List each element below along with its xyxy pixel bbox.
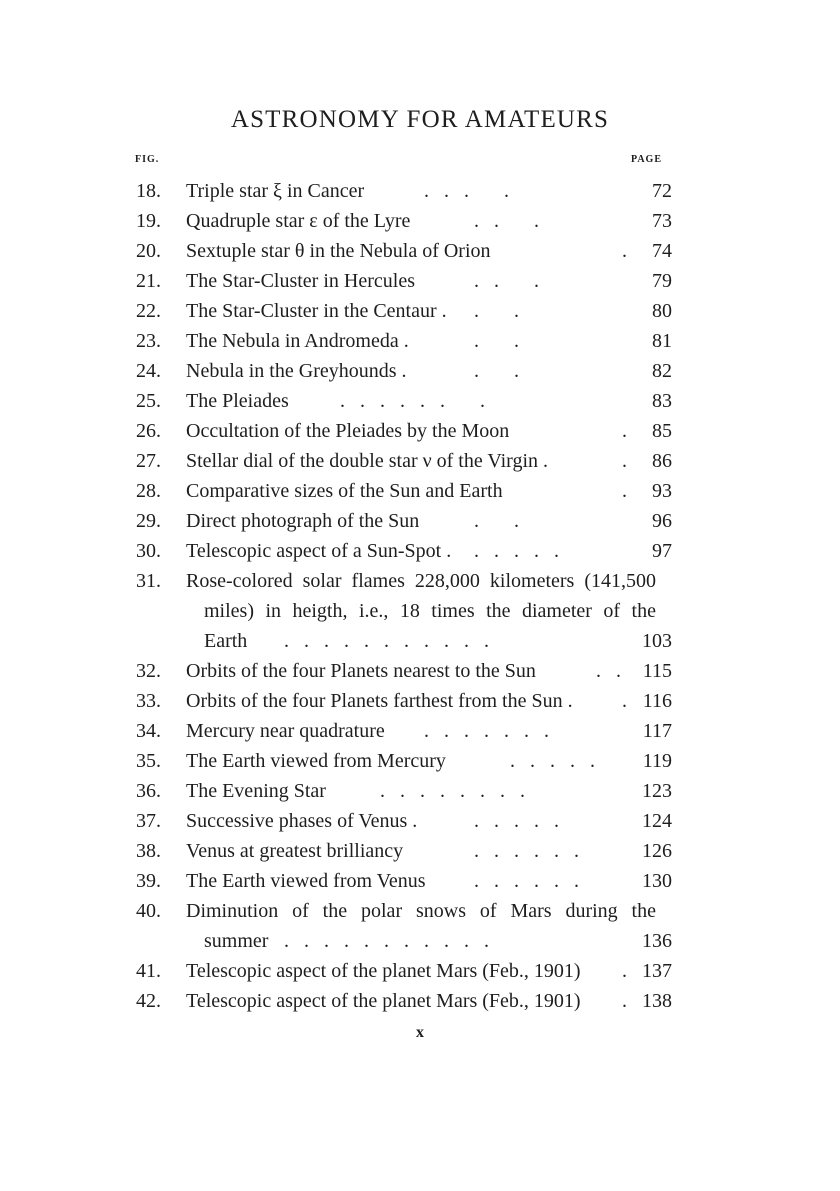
figure-number: 21. xyxy=(136,270,161,292)
list-item-row xyxy=(0,206,840,236)
figure-title: Rose-colored solar flames 228,000 kilometers (141,500 xyxy=(186,570,656,592)
figure-number: 37. xyxy=(136,810,161,832)
figure-title: Triple star ξ in Cancer xyxy=(186,180,365,202)
list-item-row xyxy=(0,446,840,476)
page-number: 79 xyxy=(652,270,672,292)
figure-number: 34. xyxy=(136,720,161,742)
figure-title: The Earth viewed from Mercury xyxy=(186,750,446,772)
figure-title: Telescopic aspect of the planet Mars (Feb., 1901) xyxy=(186,960,581,982)
figure-number: 42. xyxy=(136,990,161,1012)
list-item-row xyxy=(0,806,840,836)
leader-dots: . . . . . . . . . . . xyxy=(284,930,489,952)
leader-dots: . . . xyxy=(474,270,539,292)
figure-title: Telescopic aspect of a Sun-Spot . xyxy=(186,540,452,562)
list-item xyxy=(0,326,840,356)
leader-dots: . . xyxy=(474,330,519,352)
list-item xyxy=(0,206,840,236)
figure-title: Venus at greatest brilliancy xyxy=(186,840,404,862)
figure-number: 33. xyxy=(136,690,161,712)
figure-title: The Star-Cluster in the Centaur . xyxy=(186,300,447,322)
page-number: 103 xyxy=(642,630,672,652)
list-item xyxy=(0,806,840,836)
leader-dots: . xyxy=(622,450,627,472)
page-number: 126 xyxy=(642,840,672,862)
figure-number: 18. xyxy=(136,180,161,202)
figure-number: 35. xyxy=(136,750,161,772)
leader-dots: . . . . . . xyxy=(474,840,579,862)
leader-dots: . . . . . . . xyxy=(340,390,485,412)
page-number: 123 xyxy=(642,780,672,802)
leader-dots: . xyxy=(622,240,627,262)
figure-title: The Evening Star xyxy=(186,780,326,802)
list-item xyxy=(0,956,840,986)
list-item-row xyxy=(0,176,840,206)
figure-title: The Pleiades xyxy=(186,390,289,412)
list-item xyxy=(0,656,840,686)
list-item-row xyxy=(0,416,840,446)
figure-title: Direct photograph of the Sun xyxy=(186,510,420,532)
figure-title: Successive phases of Venus . xyxy=(186,810,418,832)
leader-dots: . . . . . xyxy=(510,750,595,772)
figure-title: Comparative sizes of the Sun and Earth xyxy=(186,480,503,502)
page-number: 117 xyxy=(642,720,672,742)
leader-dots: . xyxy=(622,420,627,442)
list-item xyxy=(0,446,840,476)
figure-number: 41. xyxy=(136,960,161,982)
page-numeral: x xyxy=(416,1024,424,1041)
figure-number: 22. xyxy=(136,300,161,322)
list-item-row xyxy=(0,776,840,806)
list-item xyxy=(0,386,840,416)
list-item xyxy=(0,986,840,1016)
figure-title: The Star-Cluster in Hercules xyxy=(186,270,415,292)
leader-dots: . xyxy=(622,480,627,502)
list-item xyxy=(0,236,840,266)
leader-dots: . . . . . . . . . . . xyxy=(284,630,489,652)
list-item-row xyxy=(0,896,840,926)
page-number: 124 xyxy=(642,810,672,832)
leader-dots: . . . . . xyxy=(474,540,559,562)
figure-title: Occultation of the Pleiades by the Moon xyxy=(186,420,510,442)
list-item xyxy=(0,506,840,536)
leader-dots: . xyxy=(622,960,627,982)
page-number: 80 xyxy=(652,300,672,322)
leader-dots: . . . . xyxy=(424,180,509,202)
list-item-row xyxy=(0,686,840,716)
list-item-row xyxy=(0,746,840,776)
list-item xyxy=(0,866,840,896)
page-number: 85 xyxy=(652,420,672,442)
page-number: 74 xyxy=(652,240,672,262)
figure-title: Telescopic aspect of the planet Mars (Feb., 1901) xyxy=(186,990,581,1012)
figure-title: Orbits of the four Planets farthest from the Sun . xyxy=(186,690,573,712)
leader-dots: . . . . . . xyxy=(474,870,579,892)
figure-title: Earth xyxy=(204,630,248,652)
list-item-row xyxy=(0,566,840,596)
list-item xyxy=(0,296,840,326)
page-number: 72 xyxy=(652,180,672,202)
page-number: 130 xyxy=(642,870,672,892)
leader-dots: . . xyxy=(596,660,621,682)
page-number: 86 xyxy=(652,450,672,472)
figure-number: 24. xyxy=(136,360,161,382)
page-number: 93 xyxy=(652,480,672,502)
figure-number: 29. xyxy=(136,510,161,532)
figure-number: 32. xyxy=(136,660,161,682)
page-number: 96 xyxy=(652,510,672,532)
page-number: 138 xyxy=(642,990,672,1012)
list-item-row xyxy=(0,986,840,1016)
list-item-row xyxy=(0,926,840,956)
figure-title: Stellar dial of the double star ν of the Virgin . xyxy=(186,450,549,472)
figure-number: 26. xyxy=(136,420,161,442)
list-item-row xyxy=(0,656,840,686)
page-number: 137 xyxy=(642,960,672,982)
figure-number: 20. xyxy=(136,240,161,262)
leader-dots: . . . xyxy=(474,210,539,232)
figure-number: 30. xyxy=(136,540,161,562)
page-number: 115 xyxy=(642,660,672,682)
list-item xyxy=(0,416,840,446)
list-item-row xyxy=(0,266,840,296)
list-item-row xyxy=(0,626,840,656)
figure-title: Mercury near quadrature xyxy=(186,720,385,742)
figure-number: 39. xyxy=(136,870,161,892)
list-item xyxy=(0,896,840,956)
figure-number: 38. xyxy=(136,840,161,862)
leader-dots: . . . . . xyxy=(474,810,559,832)
figure-list xyxy=(0,176,840,1016)
page-number: 97 xyxy=(652,540,672,562)
figure-title: Nebula in the Greyhounds . xyxy=(186,360,407,382)
list-item xyxy=(0,776,840,806)
list-item-row xyxy=(0,506,840,536)
list-item-row xyxy=(0,236,840,266)
figure-title: Orbits of the four Planets nearest to the Sun xyxy=(186,660,536,682)
list-item-row xyxy=(0,866,840,896)
page-column-header: PAGE xyxy=(630,154,662,165)
figure-number: 19. xyxy=(136,210,161,232)
leader-dots: . xyxy=(622,990,627,1012)
leader-dots: . . . . . . . xyxy=(424,720,549,742)
figure-number: 40. xyxy=(136,900,161,922)
list-item xyxy=(0,566,840,656)
figure-number: 31. xyxy=(136,570,161,592)
page-number: 73 xyxy=(652,210,672,232)
list-item-row xyxy=(0,536,840,566)
list-item-row xyxy=(0,716,840,746)
list-item xyxy=(0,266,840,296)
figure-number: 28. xyxy=(136,480,161,502)
page-number: 116 xyxy=(642,690,672,712)
figure-title: Sextuple star θ in the Nebula of Orion xyxy=(186,240,491,262)
figure-title: The Nebula in Andromeda . xyxy=(186,330,409,352)
list-item-row xyxy=(0,296,840,326)
list-item xyxy=(0,176,840,206)
leader-dots: . . xyxy=(474,360,519,382)
page-number: 82 xyxy=(652,360,672,382)
page-number: 119 xyxy=(642,750,672,772)
list-item xyxy=(0,356,840,386)
page-title: ASTRONOMY FOR AMATEURS xyxy=(230,106,610,133)
leader-dots: . . . . . . . . xyxy=(380,780,525,802)
figure-title: miles) in heigth, i.e., 18 times the diameter of the xyxy=(204,600,656,622)
list-item-row xyxy=(0,476,840,506)
figure-title: summer xyxy=(204,930,269,952)
page-number: 81 xyxy=(652,330,672,352)
page-number: 136 xyxy=(642,930,672,952)
figure-title: The Earth viewed from Venus xyxy=(186,870,426,892)
leader-dots: . . xyxy=(474,300,519,322)
list-item xyxy=(0,746,840,776)
figure-number: 23. xyxy=(136,330,161,352)
list-item xyxy=(0,716,840,746)
list-item-row xyxy=(0,956,840,986)
list-item-row xyxy=(0,356,840,386)
fig-column-header: FIG. xyxy=(135,154,160,165)
leader-dots: . . xyxy=(474,510,519,532)
figure-title: Diminution of the polar snows of Mars during the xyxy=(186,900,656,922)
list-item-row xyxy=(0,836,840,866)
figure-number: 27. xyxy=(136,450,161,472)
list-item-row xyxy=(0,326,840,356)
list-item-row xyxy=(0,596,840,626)
list-item xyxy=(0,836,840,866)
figure-number: 36. xyxy=(136,780,161,802)
list-item xyxy=(0,476,840,506)
list-item xyxy=(0,686,840,716)
list-item xyxy=(0,536,840,566)
figure-title: Quadruple star ε of the Lyre xyxy=(186,210,411,232)
leader-dots: . xyxy=(622,690,627,712)
page-number: 83 xyxy=(652,390,672,412)
figure-number: 25. xyxy=(136,390,161,412)
list-item-row xyxy=(0,386,840,416)
